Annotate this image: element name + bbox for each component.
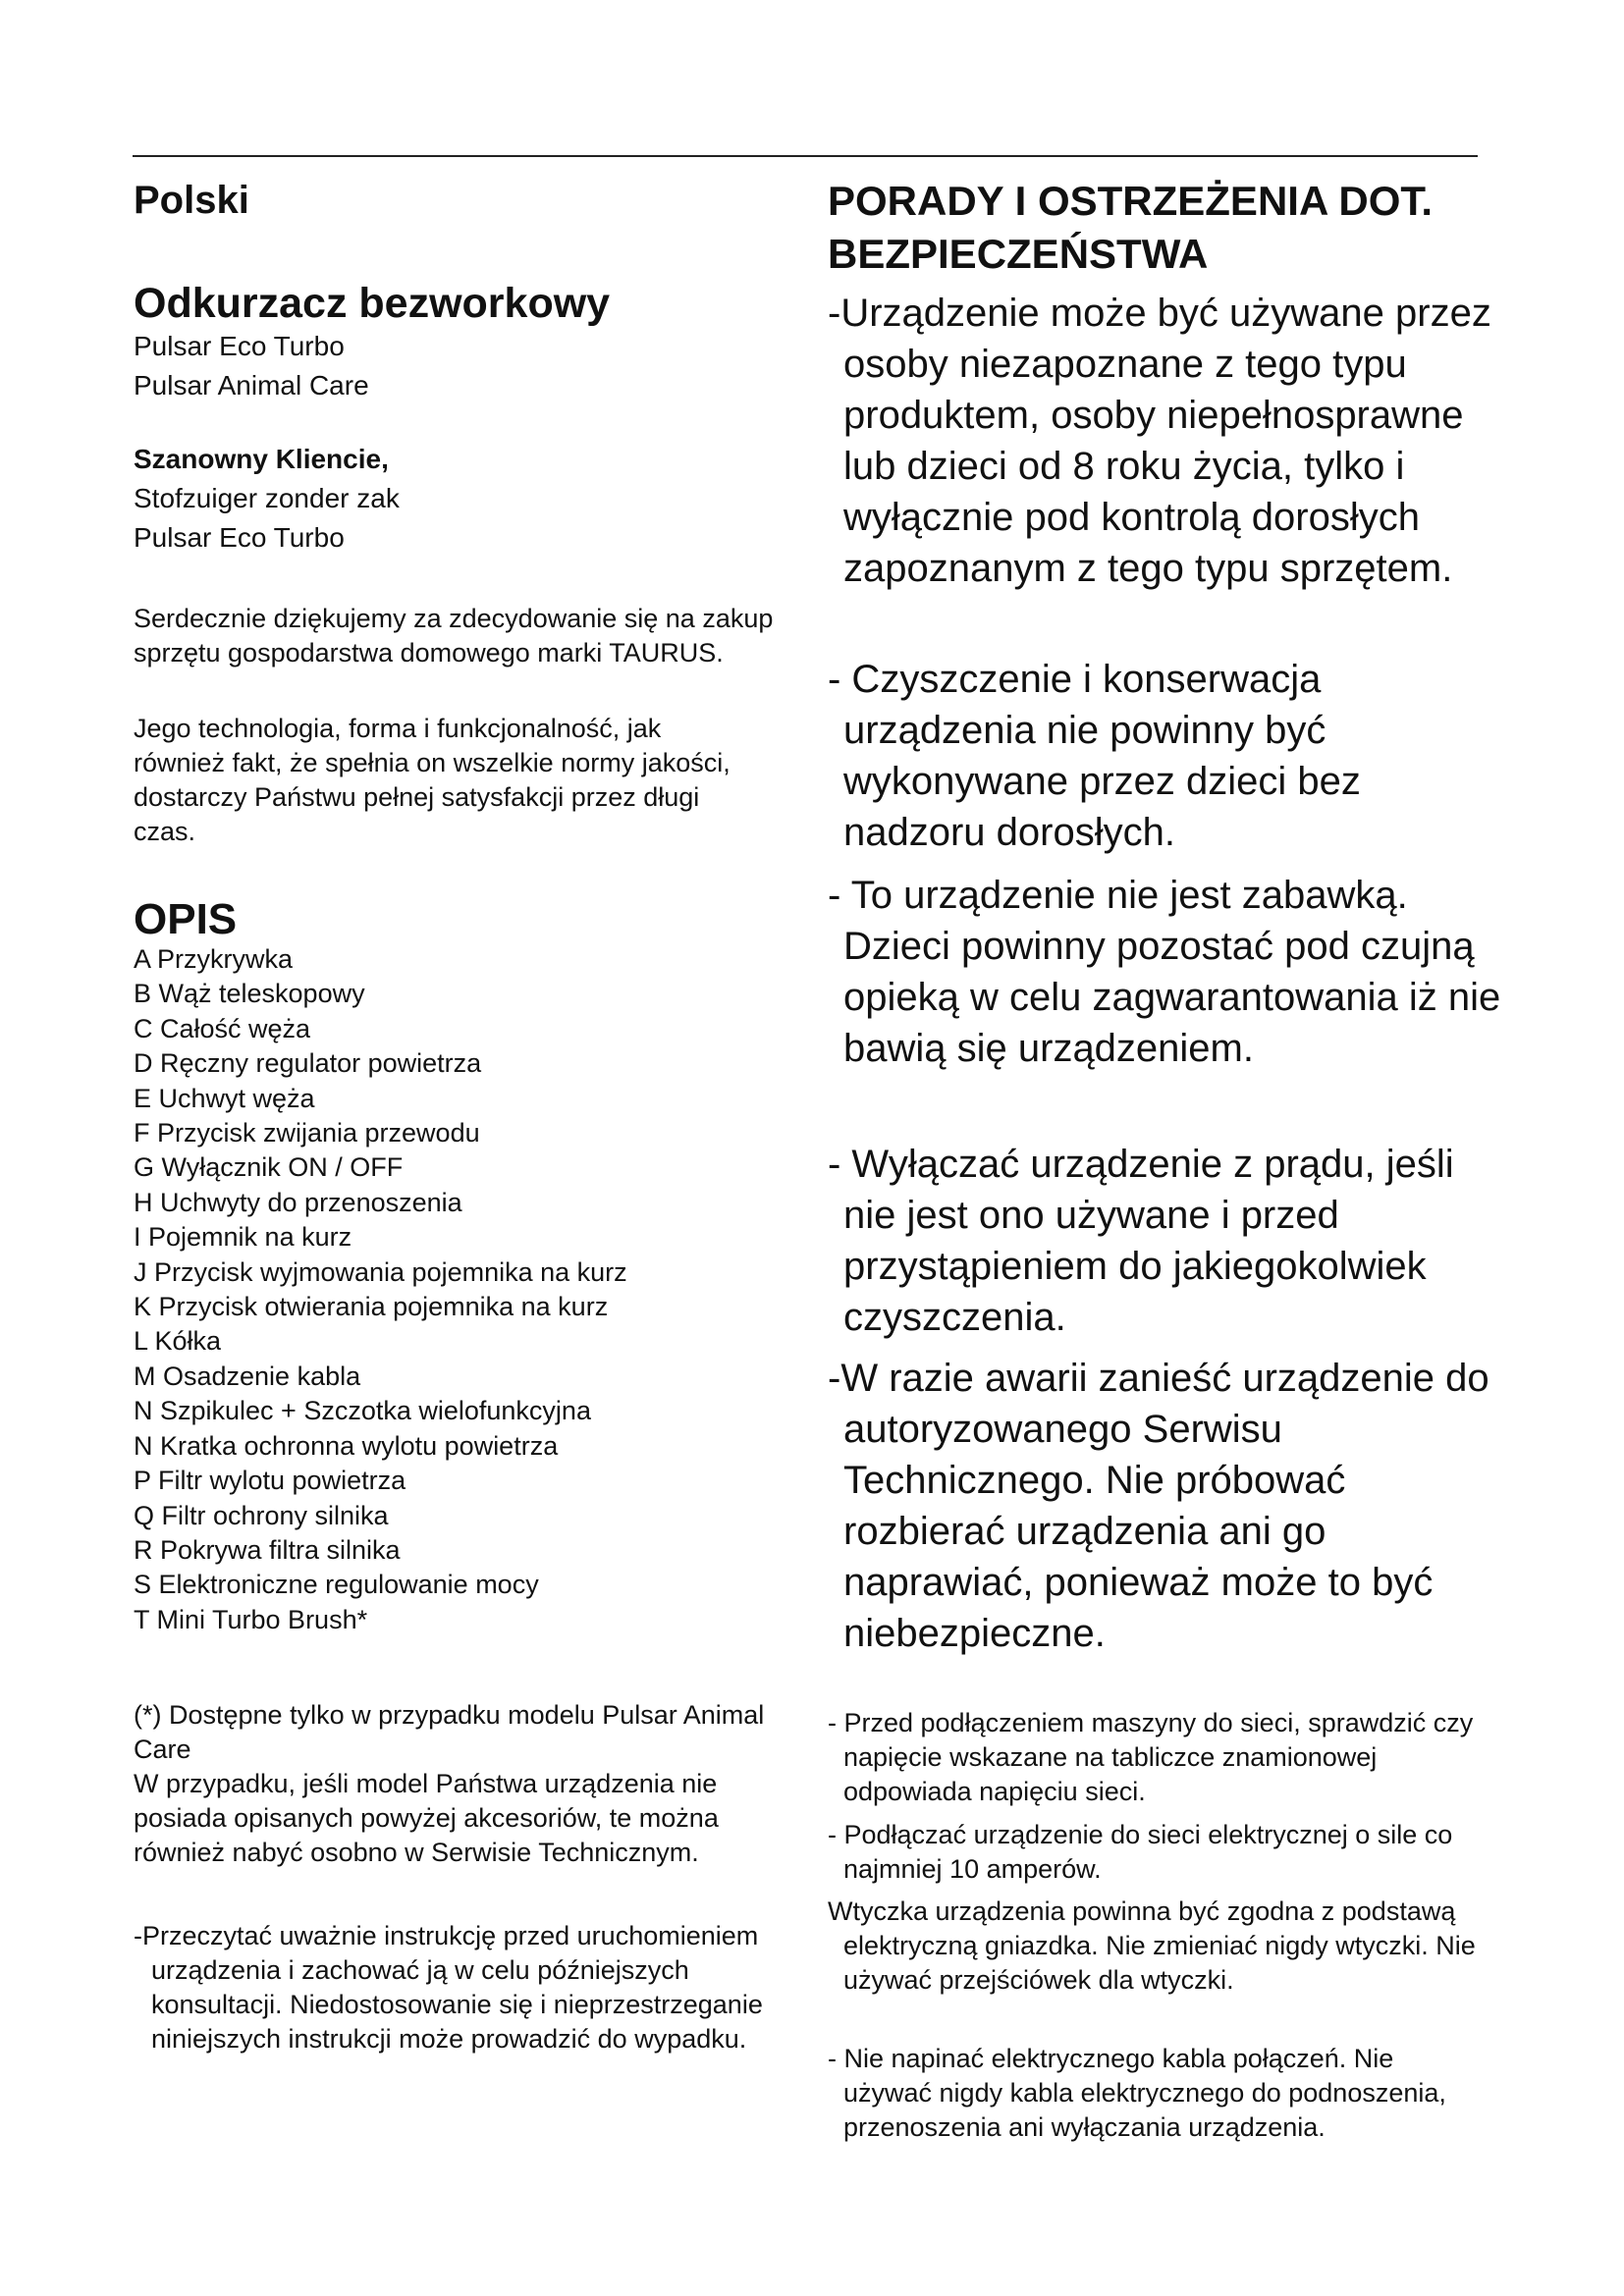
language-heading: Polski [134, 179, 249, 222]
safety-warning: - To urządzenie nie jest zabawką. Dzieci powinny pozostać pod czujną opieką w celu zagwarantowania iż nie bawią się urządzeniem. [828, 874, 1501, 1070]
list-item: T Mini Turbo Brush* [134, 1604, 368, 1634]
list-item: C Całość węża [134, 1013, 311, 1043]
list-item: A Przykrywka [134, 944, 294, 974]
safety-warning: -W razie awarii zanieść urządzenie do autoryzowanego Serwisu Technicznego. Nie próbować rozbierać urządzenia ani go naprawiać, ponieważ może to być niebezpieczne. [828, 1357, 1489, 1655]
list-item: M Osadzenie kabla [134, 1361, 361, 1391]
safety-heading: PORADY I OSTRZEŻENIA DOT. BEZPIECZEŃSTWA [828, 178, 1434, 277]
list-item: E Uchwyt węża [134, 1083, 315, 1113]
list-item: H Uchwyty do przenoszenia [134, 1187, 462, 1217]
list-item: I Pojemnik na kurz [134, 1222, 352, 1253]
list-item: R Pokrywa filtra silnika [134, 1534, 401, 1565]
list-item: J Przycisk wyjmowania pojemnika na kurz [134, 1256, 627, 1287]
list-item: D Ręczny regulator powietrza [134, 1048, 482, 1079]
list-item: S Elektroniczne regulowanie mocy [134, 1570, 539, 1600]
model-name-nl: Stofzuiger zonder zak [134, 483, 400, 513]
electrical-warning: - Przed podłączeniem maszyny do sieci, sprawdzić czy napięcie wskazane na tabliczce znamionowej odpowiada napięciu sieci. [828, 1708, 1474, 1806]
opis-heading: OPIS [134, 895, 238, 943]
model-name: Pulsar Eco Turbo [134, 331, 345, 361]
electrical-warning: - Podłączać urządzenie do sieci elektrycznej o sile co najmniej 10 amperów. [828, 1820, 1453, 1884]
intro-paragraph: Serdecznie dziękujemy za zdecydowanie się na zakup sprzętu gospodarstwa domowego marki TAURUS. [134, 604, 774, 667]
top-divider [133, 155, 1478, 157]
list-item: B Wąż teleskopowy [134, 979, 365, 1009]
model-name: Pulsar Animal Care [134, 370, 369, 400]
footnote: (*) Dostępne tylko w przypadku modelu Pulsar Animal Care [134, 1700, 765, 1764]
list-item: N Szpikulec + Szczotka wielofunkcyjna [134, 1396, 591, 1426]
safety-warning: - Wyłączać urządzenie z prądu, jeśli nie jest ono używane i przed przystąpieniem do jakiegokolwiek czyszczenia. [828, 1143, 1454, 1339]
greeting: Szanowny Kliencie, [134, 444, 389, 474]
list-item: G Wyłącznik ON / OFF [134, 1152, 404, 1183]
list-item: P Filtr wylotu powietrza [134, 1466, 406, 1496]
model-name-nl: Pulsar Eco Turbo [134, 522, 345, 553]
safety-warning: - Czyszczenie i konserwacja urządzenia nie powinny być wykonywane przez dzieci bez nadzoru dorosłych. [828, 658, 1361, 854]
safety-warning: -Urządzenie może być używane przez osoby niezapoznane z tego typu produktem, osoby niepełnosprawne lub dzieci od 8 roku życia, tylko i wyłącznie pod kontrolą dorosłych zapoznanym z tego typu sprzętem. [828, 292, 1491, 590]
list-item: N Kratka ochronna wylotu powietrza [134, 1430, 559, 1461]
accessories-note: W przypadku, jeśli model Państwa urządzenia nie posiada opisanych powyżej akcesoriów, te można również nabyć osobno w Serwisie Technicznym. [134, 1769, 719, 1867]
electrical-warning: Wtyczka urządzenia powinna być zgodna z podstawą elektryczną gniazdka. Nie zmieniać nigdy wtyczki. Nie używać przejściówek dla wtyczki. [828, 1896, 1476, 1995]
read-instructions-warning: -Przeczytać uważnie instrukcję przed uruchomieniem urządzenia i zachować ją w celu późniejszych konsultacji. Niedostosowanie się i nieprzestrzeganie niniejszych instrukcji może prowadzić do wypadku. [134, 1921, 763, 2054]
parts-list [134, 942, 811, 1637]
list-item: L Kółka [134, 1326, 222, 1357]
list-item: F Przycisk zwijania przewodu [134, 1118, 480, 1148]
product-title: Odkurzacz bezworkowy [134, 280, 611, 327]
electrical-warning: - Nie napinać elektrycznego kabla połączeń. Nie używać nigdy kabla elektrycznego do podnoszenia, przenoszenia ani wyłączania urządzenia. [828, 2044, 1446, 2142]
list-item: Q Filtr ochrony silnika [134, 1500, 389, 1530]
list-item: K Przycisk otwierania pojemnika na kurz [134, 1292, 609, 1322]
intro-paragraph: Jego technologia, forma i funkcjonalność, jak również fakt, że spełnia on wszelkie normy jakości, dostarczy Państwu pełnej satysfakcji przez długi czas. [134, 714, 731, 846]
